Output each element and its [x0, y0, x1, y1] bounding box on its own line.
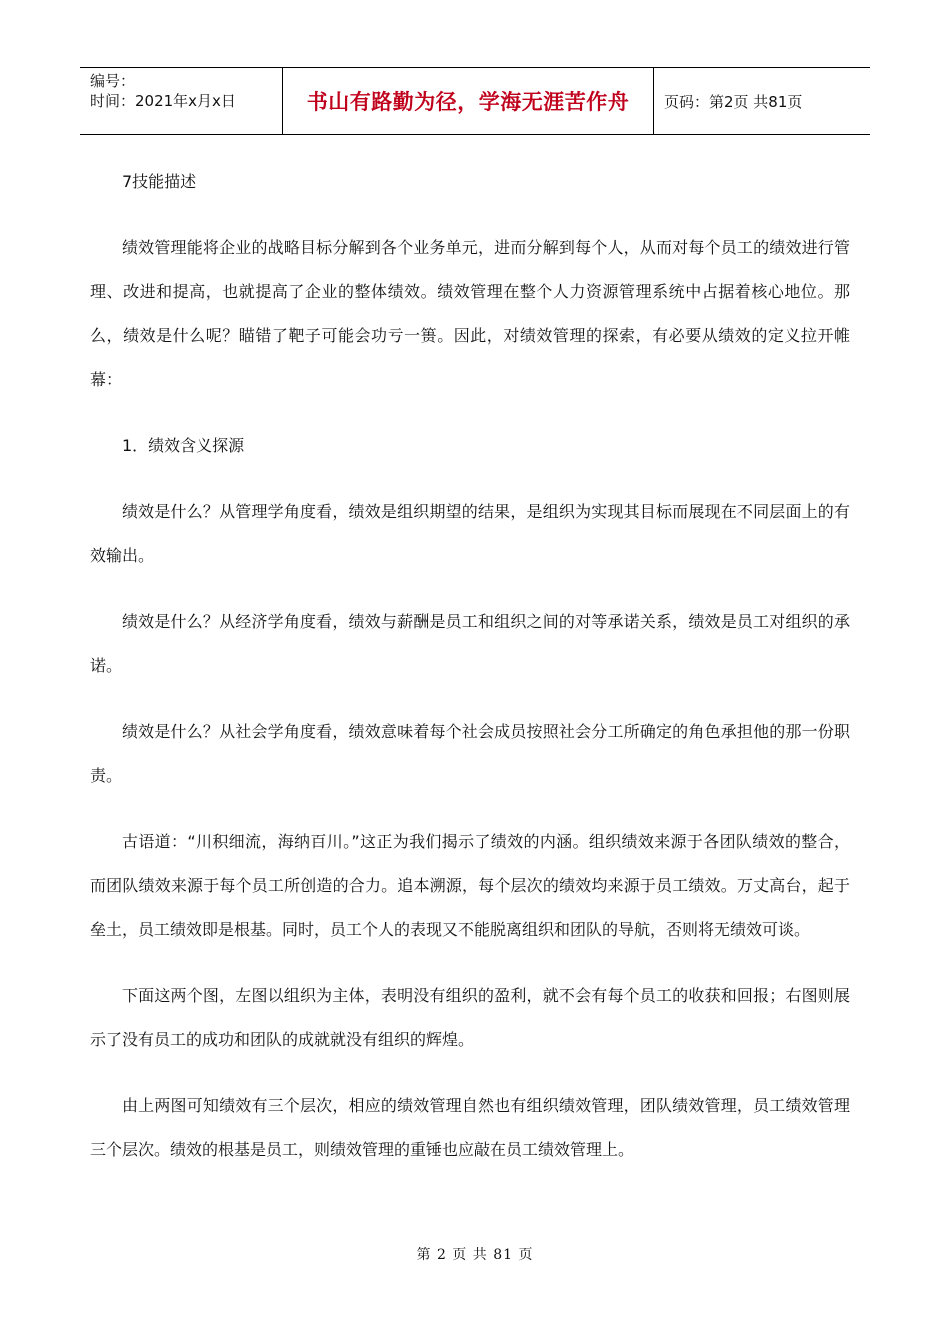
header-motto: 书山有路勤为径，学海无涯苦作舟 [282, 68, 654, 134]
page-footer: 第 2 页 共 81 页 [416, 1247, 534, 1263]
paragraph: 绩效是什么？从经济学角度看，绩效与薪酬是员工和组织之间的对等承诺关系，绩效是员工对组织的承诺。 [90, 612, 850, 675]
paragraph: 由上两图可知绩效有三个层次，相应的绩效管理自然也有组织绩效管理，团队绩效管理，员工绩效管理三个层次。绩效的根基是员工，则绩效管理的重锤也应敲在员工绩效管理上。 [90, 1096, 850, 1159]
document-time-label: 时间：2021年x月x日 [90, 92, 236, 110]
paragraph: 绩效是什么？从管理学角度看，绩效是组织期望的结果，是组织为实现其目标而展现在不同层面上的有效输出。 [90, 502, 850, 565]
header-meta-cell [80, 68, 282, 134]
section-heading: 7技能描述 [122, 172, 197, 191]
paragraph: 绩效管理能将企业的战略目标分解到各个业务单元，进而分解到每个人，从而对每个员工的绩效进行管理、改进和提高，也就提高了企业的整体绩效。绩效管理在整个人力资源管理系统中占据着核心地位。那么，绩效是什么呢？瞄错了靶子可能会功亏一篑。因此，对绩效管理的探索，有必要从绩效的定义拉开帷幕： [90, 238, 850, 389]
paragraph: 绩效是什么？从社会学角度看，绩效意味着每个社会成员按照社会分工所确定的角色承担他的那一份职责。 [90, 722, 850, 785]
paragraph: 古语道：“川积细流，海纳百川。”这正为我们揭示了绩效的内涵。组织绩效来源于各团队绩效的整合，而团队绩效来源于每个员工所创造的合力。追本溯源，每个层次的绩效均来源于员工绩效。万丈高台，起于垒土，员工绩效即是根基。同时，员工个人的表现又不能脱离组织和团队的导航，否则将无绩效可谈。 [90, 832, 850, 939]
paragraph: 下面这两个图，左图以组织为主体，表明没有组织的盈利，就不会有每个员工的收获和回报；右图则展示了没有员工的成功和团队的成就就没有组织的辉煌。 [90, 986, 850, 1049]
subsection-heading: 1．绩效含义探源 [122, 436, 245, 455]
document-code-label: 编号： [90, 72, 136, 90]
header-page-number: 页码：第2页 共81页 [664, 92, 803, 111]
page-header [80, 67, 870, 135]
document-body [90, 160, 850, 1172]
